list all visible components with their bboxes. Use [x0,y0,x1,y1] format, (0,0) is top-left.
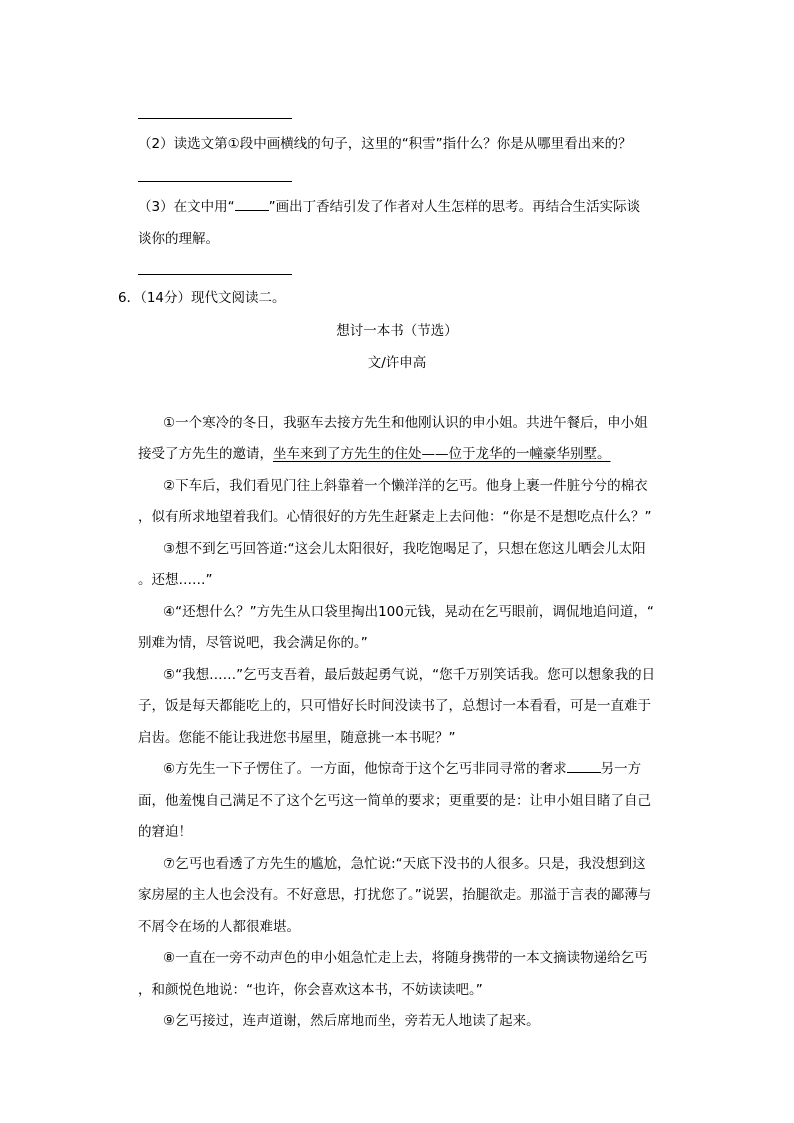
paragraph-7-line-2: 家房屋的主人也会没有。不好意思，打扰您了。”说罢，抬腿欲走。那溢于言表的鄙薄与 [138,887,652,903]
inline-underline-sample [235,198,269,211]
paragraph-6-part-a: ⑥方先生一下子愣住了。一方面，他惊奇于这个乞丐非同寻常的奢求 [163,761,567,777]
paragraph-1-plain: 接受了方先生的邀请， [138,446,273,462]
paragraph-4-line-1: ④“还想什么？”方先生从口袋里掏出100元钱，晃动在乞丐眼前，调侃地追问道，“ [163,604,654,620]
paragraph-6-part-b: 另一方 [600,761,642,777]
article-title: 想讨一本书（节选） [336,323,458,339]
question-3-suffix: ”画出丁香结引发了作者对人生怎样的思考。再结合生活实际谈 [268,199,641,215]
paragraph-2-line-1: ②下车后，我们看见门往上斜靠着一个懒洋洋的乞丐。他身上裹一件脏兮兮的棉衣 [163,478,648,494]
paragraph-8-line-1: ⑧一直在一旁不动声色的申小姐急忙走上去，将随身携带的一本文摘读物递给乞丐 [163,950,648,966]
paragraph-6-line-3: 的窘迫！ [138,824,192,840]
paragraph-6-line-1 [163,759,641,779]
paragraph-5-line-3: 启齿。您能不能让我进您书屋里，随意挑一本书呢？” [138,730,456,746]
paragraph-1-line-2 [138,444,611,464]
question-3-line-2: 谈你的理解。 [138,231,219,247]
paragraph-5-line-1: ⑤“我想……”乞丐支吾着，最后鼓起勇气说，“您千万别笑话我。您可以想象我的日 [163,667,656,683]
paragraph-9-line-1: ⑨乞丐接过，连声道谢，然后席地而坐，旁若无人地读了起来。 [163,1013,540,1029]
paragraph-8-line-2: ，和颜悦色地说：“也许，你会喜欢这本书，不妨读读吧。” [138,982,483,998]
paragraph-6-line-2: 面，他羞愧自己满足不了这个乞丐这一简单的要求；更重要的是：让申小姐目睹了自己 [138,793,651,809]
paragraph-2-line-2: ，似有所求地望着我们。心情很好的方先生赶紧走上去问他：“你是不是想吃点什么？” [138,509,652,525]
paragraph-3-line-1: ③想不到乞丐回答道:“这会儿太阳很好，我吃饱喝足了，只想在您这儿晒会儿太阳 [163,541,646,557]
paragraph-4-line-2: 别难为情，尽管说吧，我会满足你的。” [138,635,368,651]
paragraph-7-line-3: 不屑令在场的人都很难堪。 [138,919,300,935]
paragraph-3-line-2: 。还想……” [138,572,213,588]
question-3-line-1 [138,197,640,217]
question-2: （2）读选文第①段中画横线的句子，这里的“积雪”指什么？你是从哪里看出来的？ [138,136,632,152]
article-author: 文/许申高 [367,355,427,371]
paragraph-7-line-1: ⑦乞丐也看透了方先生的尴尬，急忙说:“天底下没书的人很多。只是，我没想到这 [163,856,646,872]
answer-blank-2 [138,181,292,182]
underlined-sentence: 坐车来到了方先生的住处——位于龙华的一幢豪华别墅。 [273,446,611,462]
question-3-prefix: （3）在文中用“ [138,199,235,215]
fill-in-blank [567,760,601,773]
section-heading: 6．（14分）现代文阅读二。 [118,290,286,306]
paragraph-5-line-2: 子，饭是每天都能吃上的，只可惜好长时间没读书了，总想讨一本看看，可是一直难于 [138,698,651,714]
answer-blank-3 [138,274,292,275]
answer-blank-1 [138,118,292,119]
paragraph-1-line-1: ①一个寒冷的冬日，我驱车去接方先生和他刚认识的申小姐。共进午餐后，申小姐 [163,415,648,431]
